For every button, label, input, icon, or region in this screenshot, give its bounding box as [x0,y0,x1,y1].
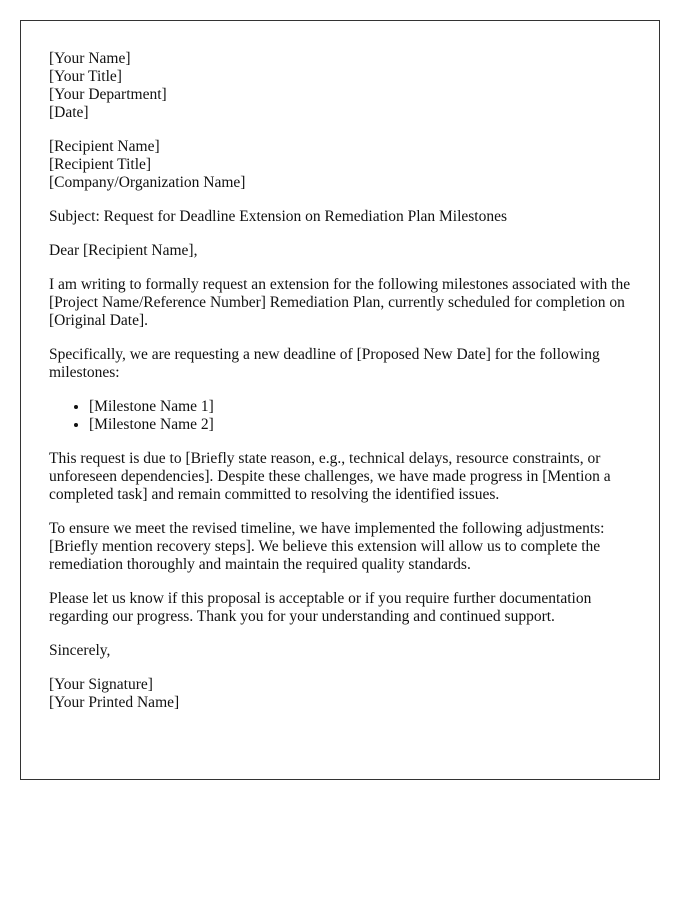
sender-title: [Your Title] [49,68,122,85]
letter-date: [Date] [49,104,89,121]
signature: [Your Signature] [49,676,153,693]
signoff: Sincerely, [49,642,111,659]
milestone-list [49,398,631,434]
recipient-name: [Recipient Name] [49,138,160,155]
request-paragraph: Specifically, we are requesting a new deadline of [Proposed New Date] for the following milestones: [49,346,600,381]
adjustments-paragraph: To ensure we meet the revised timeline, we have implemented the following adjustments: [Briefly mention recovery steps]. We believe this extension will allow us to complete the remediation thoroughly and maintain the required quality standards. [49,520,605,573]
printed-name: [Your Printed Name] [49,694,180,711]
milestone-item: • [Milestone Name 1] [89,398,631,416]
recipient-organization: [Company/Organization Name] [49,174,246,191]
reason-paragraph: This request is due to [Briefly state reason, e.g., technical delays, resource constraints, or unforeseen dependencies]. Despite these challenges, we have made progress in [Mention a completed task] and remain committed to resolving the identified issues. [49,450,611,503]
sender-block [49,50,631,122]
recipient-block [49,138,631,192]
recipient-title: [Recipient Title] [49,156,152,173]
closing-paragraph: Please let us know if this proposal is acceptable or if you require further documentation regarding our progress. Thank you for your understanding and continued support. [49,590,592,625]
sender-name: [Your Name] [49,50,131,67]
signature-block [49,676,631,712]
subject-line: Subject: Request for Deadline Extension on Remediation Plan Milestones [49,208,508,225]
letter-document [20,20,660,780]
sender-department: [Your Department] [49,86,167,103]
intro-paragraph: I am writing to formally request an extension for the following milestones associated with the [Project Name/Reference Number] Remediation Plan, currently scheduled for completion on [Original Date]. [49,276,631,329]
salutation: Dear [Recipient Name], [49,242,198,259]
milestone-item: • [Milestone Name 2] [89,416,631,434]
